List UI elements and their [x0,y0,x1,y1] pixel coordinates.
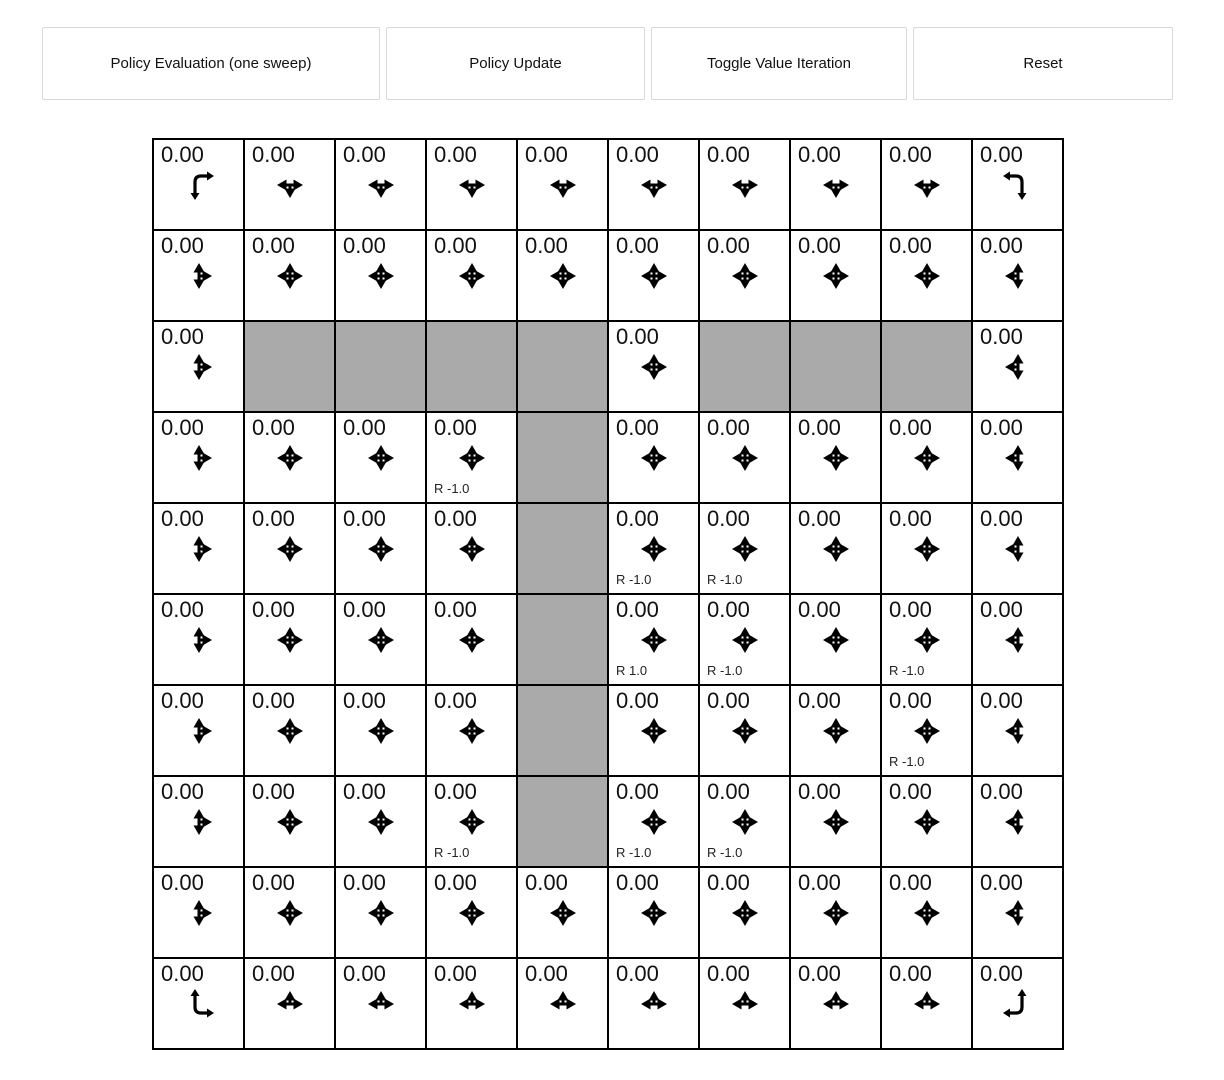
state-value: 0.00 [980,779,1023,804]
grid-cell[interactable] [244,594,335,685]
grid-cell[interactable] [153,139,244,230]
policy-arrow-icon [453,530,491,568]
policy-arrow-icon [635,257,673,295]
grid-cell[interactable] [699,594,790,685]
state-value: 0.00 [616,415,659,440]
wall-cell [517,685,608,776]
policy-arrow-icon [180,257,218,295]
state-value: 0.00 [252,142,295,167]
reward-label: R -1.0 [707,845,743,860]
state-value: 0.00 [889,870,932,895]
grid-cell[interactable] [426,230,517,321]
policy-arrow-icon [362,439,400,477]
state-value: 0.00 [161,870,204,895]
grid-cell[interactable] [881,503,972,594]
policy-evaluation-button[interactable]: Policy Evaluation (one sweep) [42,27,380,100]
policy-arrow-icon [180,985,218,1023]
state-value: 0.00 [707,779,750,804]
state-value: 0.00 [616,597,659,622]
state-value: 0.00 [252,870,295,895]
grid-cell[interactable] [608,230,699,321]
state-value: 0.00 [889,506,932,531]
grid-cell[interactable] [426,412,517,503]
policy-arrow-icon [726,166,764,204]
state-value: 0.00 [980,597,1023,622]
state-value: 0.00 [434,597,477,622]
grid-cell[interactable] [426,594,517,685]
state-value: 0.00 [343,688,386,713]
toolbar [42,27,1173,100]
grid-cell[interactable] [426,685,517,776]
policy-arrow-icon [817,803,855,841]
policy-arrow-icon [180,439,218,477]
state-value: 0.00 [980,142,1023,167]
policy-arrow-icon [271,894,309,932]
state-value: 0.00 [434,415,477,440]
state-value: 0.00 [252,597,295,622]
policy-arrow-icon [908,894,946,932]
grid-cell[interactable] [153,685,244,776]
state-value: 0.00 [434,233,477,258]
state-value: 0.00 [161,324,204,349]
state-value: 0.00 [616,961,659,986]
state-value: 0.00 [798,870,841,895]
grid-cell[interactable] [790,503,881,594]
reward-label: R -1.0 [707,663,743,678]
state-value: 0.00 [343,597,386,622]
policy-arrow-icon [999,712,1037,750]
policy-arrow-icon [362,257,400,295]
reward-label: R -1.0 [616,845,652,860]
state-value: 0.00 [707,142,750,167]
policy-update-button[interactable]: Policy Update [386,27,645,100]
policy-arrow-icon [908,803,946,841]
state-value: 0.00 [434,779,477,804]
state-value: 0.00 [707,415,750,440]
policy-arrow-icon [817,257,855,295]
wall-cell [517,594,608,685]
grid-cell[interactable] [153,958,244,1049]
state-value: 0.00 [798,779,841,804]
grid-cell[interactable] [881,776,972,867]
grid-cell[interactable] [517,867,608,958]
grid-cell[interactable] [699,139,790,230]
wall-cell [244,321,335,412]
grid-cell[interactable] [335,685,426,776]
state-value: 0.00 [161,961,204,986]
policy-arrow-icon [817,439,855,477]
policy-arrow-icon [271,985,309,1023]
state-value: 0.00 [161,597,204,622]
grid-cell[interactable] [699,685,790,776]
policy-arrow-icon [635,348,673,386]
policy-arrow-icon [999,621,1037,659]
policy-arrow-icon [453,712,491,750]
state-value: 0.00 [798,961,841,986]
state-value: 0.00 [616,142,659,167]
policy-arrow-icon [362,803,400,841]
state-value: 0.00 [161,415,204,440]
grid-cell[interactable] [335,958,426,1049]
policy-arrow-icon [908,439,946,477]
grid-cell[interactable] [881,685,972,776]
state-value: 0.00 [434,506,477,531]
policy-arrow-icon [180,712,218,750]
state-value: 0.00 [980,961,1023,986]
policy-arrow-icon [635,621,673,659]
grid-cell[interactable] [153,867,244,958]
policy-arrow-icon [635,803,673,841]
state-value: 0.00 [252,688,295,713]
policy-arrow-icon [908,985,946,1023]
wall-cell [335,321,426,412]
state-value: 0.00 [525,870,568,895]
policy-arrow-icon [271,257,309,295]
grid-cell[interactable] [790,867,881,958]
grid-cell[interactable] [972,230,1063,321]
state-value: 0.00 [343,233,386,258]
policy-arrow-icon [635,166,673,204]
state-value: 0.00 [252,506,295,531]
policy-arrow-icon [453,166,491,204]
policy-arrow-icon [271,439,309,477]
reset-button[interactable]: Reset [913,27,1173,100]
policy-arrow-icon [544,985,582,1023]
policy-arrow-icon [362,894,400,932]
grid-cell[interactable] [972,321,1063,412]
policy-arrow-icon [908,530,946,568]
policy-arrow-icon [999,803,1037,841]
grid-cell[interactable] [244,503,335,594]
policy-arrow-icon [362,985,400,1023]
grid-cell[interactable] [972,685,1063,776]
policy-arrow-icon [635,894,673,932]
policy-arrow-icon [726,530,764,568]
policy-arrow-icon [180,530,218,568]
policy-arrow-icon [726,621,764,659]
policy-arrow-icon [817,985,855,1023]
grid-cell[interactable] [608,412,699,503]
policy-arrow-icon [453,985,491,1023]
grid-cell[interactable] [608,594,699,685]
grid-cell[interactable] [426,776,517,867]
policy-arrow-icon [180,621,218,659]
grid-cell[interactable] [244,958,335,1049]
state-value: 0.00 [980,415,1023,440]
reward-label: R -1.0 [434,481,470,496]
policy-arrow-icon [908,621,946,659]
state-value: 0.00 [434,961,477,986]
state-value: 0.00 [798,415,841,440]
policy-arrow-icon [817,712,855,750]
state-value: 0.00 [343,415,386,440]
policy-arrow-icon [180,894,218,932]
state-value: 0.00 [707,506,750,531]
grid-cell[interactable] [244,412,335,503]
policy-arrow-icon [999,348,1037,386]
policy-arrow-icon [817,621,855,659]
reward-label: R -1.0 [889,754,925,769]
policy-arrow-icon [726,257,764,295]
grid-cell[interactable] [790,776,881,867]
grid-cell[interactable] [335,503,426,594]
policy-arrow-icon [362,530,400,568]
grid-cell[interactable] [608,685,699,776]
policy-arrow-icon [180,348,218,386]
policy-arrow-icon [817,894,855,932]
state-value: 0.00 [798,688,841,713]
state-value: 0.00 [616,506,659,531]
state-value: 0.00 [434,688,477,713]
state-value: 0.00 [343,870,386,895]
grid-cell[interactable] [153,594,244,685]
state-value: 0.00 [616,870,659,895]
wall-cell [517,321,608,412]
reward-label: R -1.0 [616,572,652,587]
grid-cell[interactable] [608,776,699,867]
state-value: 0.00 [161,779,204,804]
policy-arrow-icon [362,712,400,750]
policy-arrow-icon [453,621,491,659]
state-value: 0.00 [798,597,841,622]
grid-cell[interactable] [790,594,881,685]
state-value: 0.00 [889,688,932,713]
grid-cell[interactable] [881,594,972,685]
gridworld-grid [152,138,1064,1050]
policy-arrow-icon [999,166,1037,204]
state-value: 0.00 [161,142,204,167]
grid-cell[interactable] [699,776,790,867]
policy-arrow-icon [362,166,400,204]
policy-arrow-icon [999,894,1037,932]
policy-arrow-icon [453,803,491,841]
grid-cell[interactable] [244,776,335,867]
policy-arrow-icon [544,166,582,204]
policy-arrow-icon [726,439,764,477]
wall-cell [426,321,517,412]
policy-arrow-icon [726,894,764,932]
state-value: 0.00 [889,597,932,622]
grid-cell[interactable] [790,958,881,1049]
grid-cell[interactable] [426,503,517,594]
policy-arrow-icon [453,257,491,295]
state-value: 0.00 [707,233,750,258]
state-value: 0.00 [980,324,1023,349]
grid-cell[interactable] [153,321,244,412]
policy-arrow-icon [453,439,491,477]
grid-cell[interactable] [881,958,972,1049]
state-value: 0.00 [707,961,750,986]
policy-arrow-icon [544,894,582,932]
state-value: 0.00 [980,688,1023,713]
policy-arrow-icon [726,712,764,750]
grid-cell[interactable] [426,958,517,1049]
policy-arrow-icon [908,166,946,204]
state-value: 0.00 [889,233,932,258]
wall-cell [699,321,790,412]
grid-cell[interactable] [608,139,699,230]
state-value: 0.00 [525,961,568,986]
policy-arrow-icon [635,439,673,477]
state-value: 0.00 [980,870,1023,895]
state-value: 0.00 [707,597,750,622]
state-value: 0.00 [889,415,932,440]
state-value: 0.00 [252,779,295,804]
policy-arrow-icon [453,894,491,932]
state-value: 0.00 [980,233,1023,258]
state-value: 0.00 [616,233,659,258]
wall-cell [517,503,608,594]
grid-cell[interactable] [517,958,608,1049]
state-value: 0.00 [525,142,568,167]
state-value: 0.00 [889,142,932,167]
policy-arrow-icon [271,530,309,568]
grid-cell[interactable] [244,230,335,321]
grid-cell[interactable] [790,412,881,503]
policy-arrow-icon [908,257,946,295]
policy-arrow-icon [817,530,855,568]
state-value: 0.00 [161,506,204,531]
state-value: 0.00 [707,688,750,713]
grid-cell[interactable] [517,139,608,230]
state-value: 0.00 [161,688,204,713]
grid-cell[interactable] [972,776,1063,867]
policy-arrow-icon [999,985,1037,1023]
policy-arrow-icon [180,166,218,204]
wall-cell [517,412,608,503]
grid-cell[interactable] [335,776,426,867]
grid-cell[interactable] [699,503,790,594]
policy-arrow-icon [726,985,764,1023]
grid-cell[interactable] [335,594,426,685]
wall-cell [881,321,972,412]
grid-cell[interactable] [608,503,699,594]
state-value: 0.00 [343,142,386,167]
grid-cell[interactable] [153,503,244,594]
state-value: 0.00 [343,961,386,986]
state-value: 0.00 [525,233,568,258]
grid-cell[interactable] [972,503,1063,594]
policy-arrow-icon [271,166,309,204]
grid-cell[interactable] [426,867,517,958]
grid-cell[interactable] [790,685,881,776]
grid-cell[interactable] [426,139,517,230]
policy-arrow-icon [180,803,218,841]
grid-cell[interactable] [972,958,1063,1049]
policy-arrow-icon [362,621,400,659]
reward-label: R -1.0 [434,845,470,860]
state-value: 0.00 [434,142,477,167]
grid-cell[interactable] [153,230,244,321]
grid-cell[interactable] [244,685,335,776]
state-value: 0.00 [798,142,841,167]
state-value: 0.00 [889,961,932,986]
grid-cell[interactable] [881,230,972,321]
grid-cell[interactable] [153,412,244,503]
state-value: 0.00 [798,233,841,258]
grid-cell[interactable] [608,867,699,958]
toggle-value-iteration-button[interactable]: Toggle Value Iteration [651,27,907,100]
reward-label: R -1.0 [707,572,743,587]
reward-label: R -1.0 [889,663,925,678]
grid-cell[interactable] [790,139,881,230]
grid-cell[interactable] [608,321,699,412]
grid-cell[interactable] [972,139,1063,230]
grid-cell[interactable] [699,958,790,1049]
grid-cell[interactable] [153,776,244,867]
policy-arrow-icon [271,803,309,841]
grid-cell[interactable] [335,412,426,503]
state-value: 0.00 [616,324,659,349]
grid-cell[interactable] [244,867,335,958]
grid-cell[interactable] [335,230,426,321]
grid-cell[interactable] [881,867,972,958]
grid-cell[interactable] [335,867,426,958]
state-value: 0.00 [252,961,295,986]
state-value: 0.00 [252,415,295,440]
policy-arrow-icon [544,257,582,295]
grid-cell[interactable] [972,412,1063,503]
grid-cell[interactable] [881,412,972,503]
grid-cell[interactable] [881,139,972,230]
state-value: 0.00 [798,506,841,531]
policy-arrow-icon [271,621,309,659]
state-value: 0.00 [616,779,659,804]
state-value: 0.00 [434,870,477,895]
grid-cell[interactable] [972,594,1063,685]
grid-cell[interactable] [608,958,699,1049]
state-value: 0.00 [161,233,204,258]
grid-cell[interactable] [790,230,881,321]
wall-cell [790,321,881,412]
grid-cell[interactable] [699,230,790,321]
state-value: 0.00 [980,506,1023,531]
state-value: 0.00 [616,688,659,713]
policy-arrow-icon [999,530,1037,568]
policy-arrow-icon [635,530,673,568]
policy-arrow-icon [817,166,855,204]
state-value: 0.00 [889,779,932,804]
policy-arrow-icon [999,439,1037,477]
grid-cell[interactable] [335,139,426,230]
grid-cell[interactable] [699,412,790,503]
state-value: 0.00 [343,779,386,804]
policy-arrow-icon [635,985,673,1023]
policy-arrow-icon [999,257,1037,295]
policy-arrow-icon [271,712,309,750]
grid-cell[interactable] [972,867,1063,958]
state-value: 0.00 [343,506,386,531]
state-value: 0.00 [252,233,295,258]
state-value: 0.00 [707,870,750,895]
grid-cell[interactable] [517,230,608,321]
grid-cell[interactable] [244,139,335,230]
reward-label: R 1.0 [616,663,648,678]
policy-arrow-icon [908,712,946,750]
grid-cell[interactable] [699,867,790,958]
policy-arrow-icon [635,712,673,750]
policy-arrow-icon [726,803,764,841]
wall-cell [517,776,608,867]
